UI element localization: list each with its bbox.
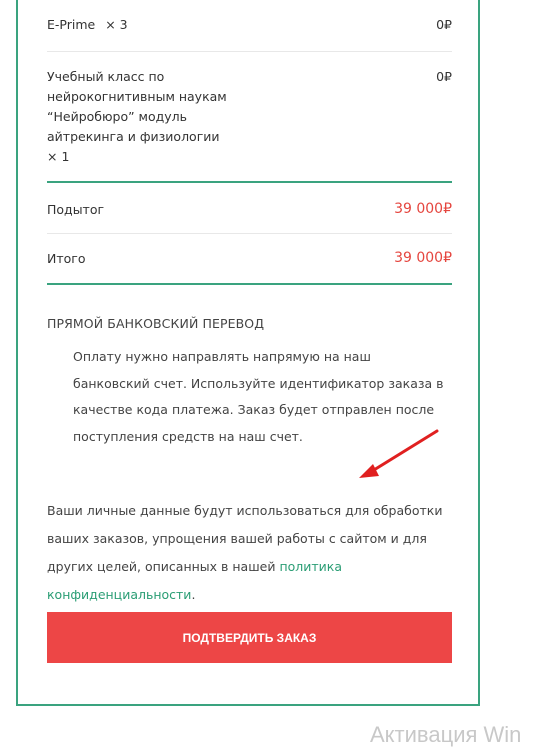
arrow-annotation-icon bbox=[355, 426, 445, 481]
privacy-text: Ваши личные данные будут использоваться для обработки ваших заказов, упрощения вашей работы с сайтом и для других целей, описанных в нашей bbox=[47, 503, 443, 574]
order-item bbox=[47, 15, 452, 35]
order-item-qty: × 3 bbox=[105, 17, 128, 32]
divider bbox=[47, 181, 452, 183]
payment-method-title: ПРЯМОЙ БАНКОВСКИЙ ПЕРЕВОД bbox=[47, 316, 265, 331]
privacy-notice bbox=[47, 497, 457, 609]
payment-method-description: Оплату нужно направлять напрямую на наш банковский счет. Используйте идентификатор заказа в качестве кода платежа. Заказ будет отправлен после поступления средств на наш счет. bbox=[73, 349, 444, 444]
activation-watermark: Активация Win bbox=[370, 722, 522, 747]
confirm-order-button[interactable]: ПОДТВЕРДИТЬ ЗАКАЗ bbox=[47, 612, 452, 663]
total-value: 39 000₽ bbox=[394, 250, 452, 266]
order-item-price: 0₽ bbox=[436, 69, 452, 84]
divider bbox=[47, 51, 452, 52]
order-item-name: E-Prime bbox=[47, 17, 96, 32]
subtotal-label: Подытог bbox=[47, 202, 105, 217]
total-label: Итого bbox=[47, 251, 86, 266]
divider bbox=[47, 233, 452, 234]
order-item-price: 0₽ bbox=[436, 17, 452, 32]
order-item-qty: × 1 bbox=[47, 149, 70, 164]
order-item bbox=[47, 67, 247, 167]
order-item-name: Учебный класс по нейрокогнитивным наукам “Нейробюро” модуль айтрекинга и физиологии bbox=[47, 69, 227, 144]
subtotal-value: 39 000₽ bbox=[394, 201, 452, 217]
privacy-policy-link[interactable]: политика конфиденциальности bbox=[47, 559, 343, 602]
divider bbox=[47, 283, 452, 285]
privacy-suffix: . bbox=[191, 587, 196, 602]
